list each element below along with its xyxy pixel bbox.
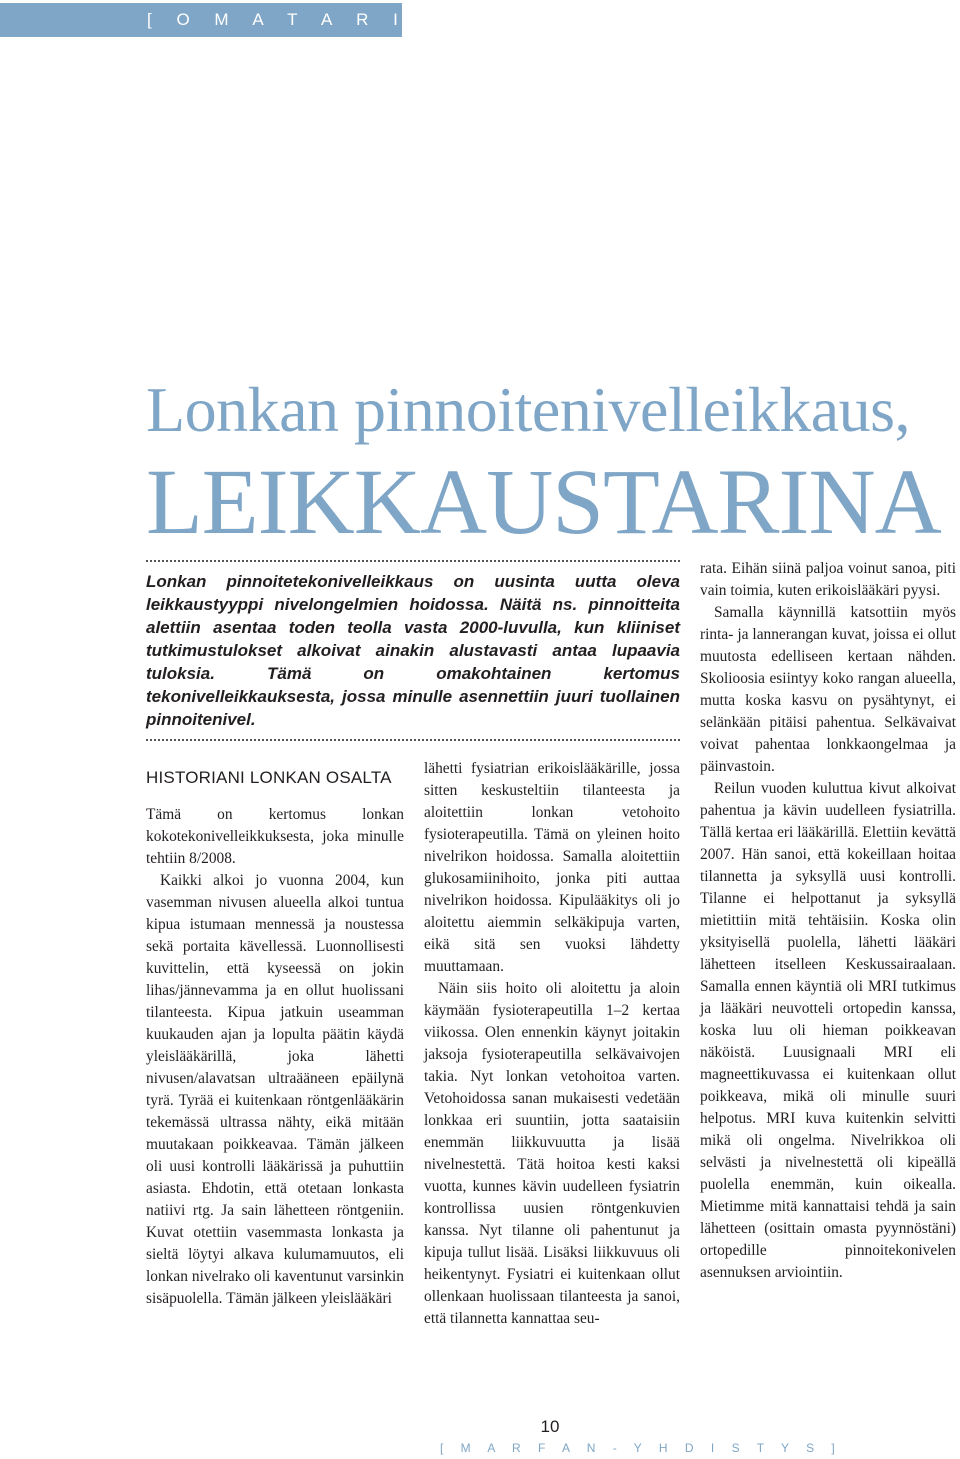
text-column-1 (146, 804, 404, 1310)
paragraph: Reilun vuoden kuluttua kivut alkoivat pahentua ja kävin uudelleen fysiatrilla. Tällä kertaa eri lääkärillä. Elettiin kevättä 2007. Hän sanoi, että kokeillaan hoitaa tilannetta ja syksyllä uusi kontrolli. Tilanne ei helpottanut ja syksyllä mietittiin mitä tehtäisiin. Koska olin yksityisellä puolella, lähetti lääkäri lähetteen itselleen Keskussairaalaan. Samalla ennen käyntiä oli MRI tutkimus ja lääkäri neuvotteli ortopedin kanssa, koska luu oli hieman poikkeavan näköistä. Luusignaali MRI eli magneettikuvassa ei kuitenkaan ollut poikkeava, mikä oli minulle suuri helpotus. MRI kuva kuitenkin selvitti mikä oli ongelma. Nivelrikkoa oli selvästi ja nivelnestettä oli kipeällä puolella enemmän, kuin oikealla. Mietimme mitä kannattaisi tehdä ja sain lähetteen (osittain omasta pyynnöstäni) ortopedille pinnoitekonivelen asennuksen arviointiin. (700, 780, 956, 1281)
article-title: Lonkan pinnoitenivelleikkaus, (146, 374, 910, 445)
article-title-emphasis: LEIKKAUSTARINA (146, 451, 941, 554)
paragraph: Näin siis hoito oli aloitettu ja aloin käymään fysioterapeutilla 1–2 kertaa viikossa. Olen ennenkin käynyt joitakin jaksoja fysioterapeutilla selkävaivojen takia. Nyt lonkan vetohoitoa varten. Vetohoidossa sanan mukaisesti vedetään lonkkaa eri suuntiin, jotta saataisiin enemmän liikkuvuutta ja lisää nivelnestettä. Tätä hoitoa kesti kaksi vuotta, kunnes kävin uudelleen fysiatrin kontrollissa uusien röntgenkuvien kanssa. Nyt tilanne oli pahentunut ja kipuja tullut lisää. Lisäksi liikkuvuus oli heikentynyt. Fysiatri ei kuitenkaan ollut ollenkaan huolissaan tilanteesta ja sanoi, että tilannetta kannattaa seu- (424, 980, 680, 1327)
paragraph: rata. Eihän siinä paljoa voinut sanoa, piti vain toimia, kuten erikoislääkäri pyysi. (700, 560, 956, 599)
intro-bottom-divider (146, 739, 680, 741)
section-tag: [ O M A T A R I N A ] (0, 3, 402, 37)
footer-tag: [ M A R F A N - Y H D I S T Y S ] (440, 1441, 842, 1455)
section-heading: HISTORIANI LONKAN OSALTA (146, 768, 392, 787)
intro-top-divider (146, 560, 680, 562)
paragraph: Kaikki alkoi jo vuonna 2004, kun vasemman nivusen alueella alkoi tuntua kipua istumaan mennessä ja noustessa sekä portaita kävellessä. Luonnollisesti kuvittelin, että kyseessä on jokin lihas/jännevamma ja en ollut huolissani tilanteesta. Kipua jatkuin useamman kuukauden ajan ja lopulta päätin käydä yleislääkärillä, joka lähetti nivusen/alavatsan ultraääneen epäilynä tyrä. Tyrää ei kuitenkaan röntgenlääkärin tekemässä ultrassa nähty, eikä mitään muutakaan poikkeavaa. Tämän jälkeen oli uusi kontrolli lääkärissä ja puhuttiin asiasta. Ehdotin, että otetaan lonkasta natiivi rtg. Ja sain lähetteen röntgeniin. Kuvat otettiin vasemmasta lonkasta ja sieltä löytyi alkava kulumamuutos, eli lonkan nivelrako oli kaventunut varsinkin sisäpuolella. Tämän jälkeen yleislääkäri (146, 872, 404, 1307)
text-column-3 (700, 558, 956, 1284)
page-number: 10 (540, 1417, 560, 1436)
paragraph: lähetti fysiatrian erikoislääkärille, jossa sitten keskusteltiin tilanteesta ja aloitettiin lonkan vetohoito fysioterapeutilla. Tämä on yleinen hoito nivelrikon hoidossa. Samalla aloitettiin glukosamiinihoito, jonka piti auttaa nivelrikon hoidossa. Kipulääkitys oli jo aloitettu aiemmin selkäkipuja varten, eikä sitä sen vuoksi lähdetty muuttamaan. (424, 760, 680, 975)
article-intro: Lonkan pinnoitetekonivelleikkaus on uusinta uutta oleva leikkaustyyppi nivelongelmien hoidossa. Näitä ns. pinnoitteita alettiin asentaa toden teolla vasta 2000-luvulla, kun kliiniset tutkimustulokset alkoivat ainakin alustavasti antaa lupaavia tuloksia. Tämä on omakohtainen kertomus tekonivelleikkauksesta, jossa minulle asennettiin juuri tuollainen pinnoitenivel. (146, 572, 680, 729)
paragraph: Samalla käynnillä katsottiin myös rinta- ja lannerangan kuvat, joissa ei ollut muutosta edelliseen kertaan nähden. Skolioosia esiintyy koko rangan alueella, mutta koska kasvu on pysähtynyt, ei selänkään pitäisi pahentua. Selkävaivat voivat pahentaa lonkkaongelmaa ja päinvastoin. (700, 604, 956, 775)
text-column-2 (424, 758, 680, 1330)
paragraph: Tämä on kertomus lonkan kokotekonivelleikkuksesta, joka minulle tehtiin 8/2008. (146, 806, 404, 867)
